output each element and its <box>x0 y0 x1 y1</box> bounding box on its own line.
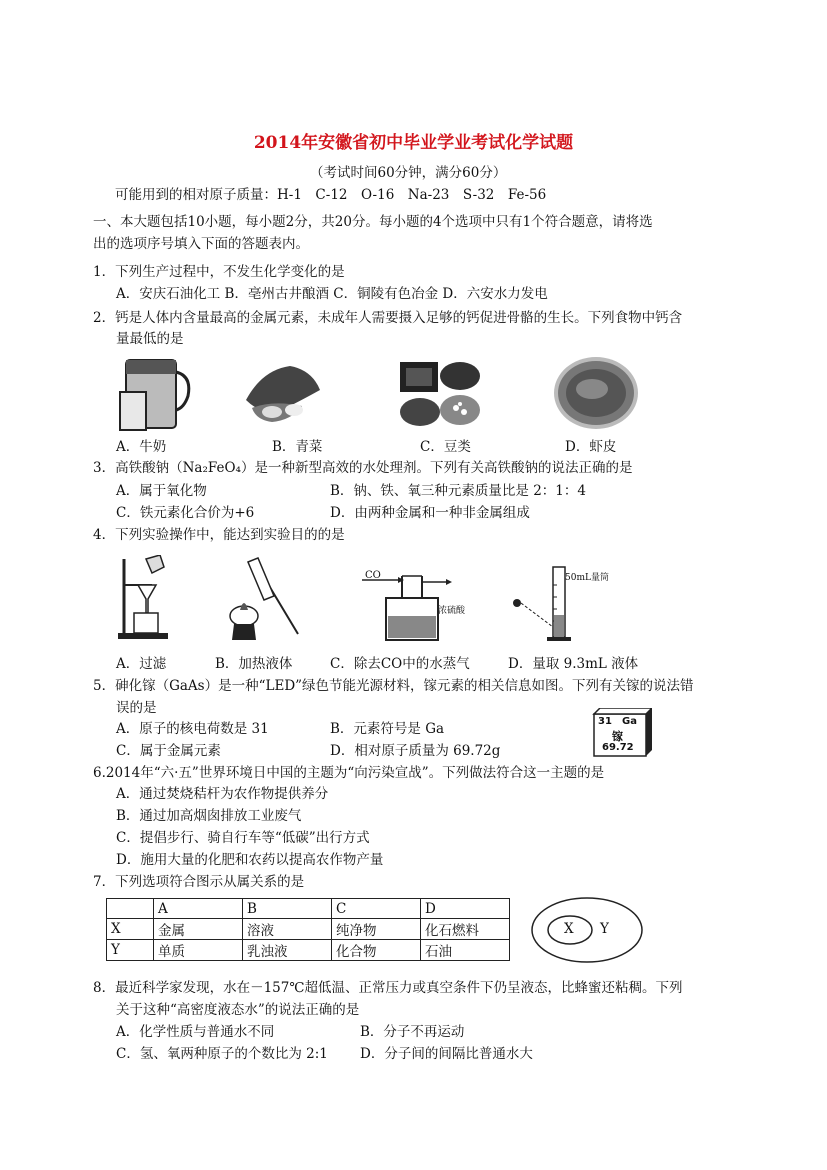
q3-stem: 3．高铁酸钠（Na₂FeO₄）是一种新型高效的水处理剂。下列有关高铁酸钠的说法正确的是 <box>93 460 633 476</box>
table-cell: A <box>154 899 243 919</box>
page-title: 2014年安徽省初中毕业学业考试化学试题 <box>253 133 574 153</box>
cylinder-label: 50mL量筒 <box>565 573 609 583</box>
q2-option-a: A．牛奶 <box>116 439 167 455</box>
q6-option-a: A．通过焚烧秸杆为农作物提供养分 <box>116 786 329 802</box>
venn-outer-label: Y <box>600 921 609 937</box>
q8-option-d: D．分子间的间隔比普通水大 <box>360 1046 533 1062</box>
table-cell: 溶液 <box>243 919 332 940</box>
q8-option-a: A．化学性质与普通水不同 <box>116 1024 275 1040</box>
table-cell: X <box>107 919 154 940</box>
table-row <box>107 919 510 940</box>
venn-inner-label: X <box>564 921 574 937</box>
table-cell: Y <box>107 940 154 961</box>
q7-stem: 7．下列选项符合图示从属关系的是 <box>93 874 305 890</box>
table-header-row <box>107 899 510 919</box>
shrimp-skin-image <box>552 355 640 431</box>
q3-option-d: D．由两种金属和一种非金属组成 <box>330 505 530 521</box>
table-cell: 纯净物 <box>332 919 421 940</box>
vegetables-image <box>242 360 324 426</box>
exam-info: （考试时间60分钟，满分60分） <box>310 165 507 181</box>
q6-stem: 6.2014年“六·五”世界环境日中国的主题为“向污染宣战”。下列做法符合这一主题的是 <box>93 765 605 781</box>
q2-option-b: B．青菜 <box>272 439 323 455</box>
q2-stem-2: 量最低的是 <box>116 331 184 347</box>
element-name: 镓 <box>612 730 623 743</box>
q5-option-b: B．元素符号是 Ga <box>330 721 445 737</box>
atomic-masses: 可能用到的相对原子质量：H-1 C-12 O-16 Na-23 S-32 Fe-56 <box>115 187 547 203</box>
q4-option-a: A．过滤 <box>116 656 167 672</box>
q1-stem: 1．下列生产过程中，不发生化学变化的是 <box>93 264 345 280</box>
q2-option-d: D．虾皮 <box>565 439 617 455</box>
q2-stem-1: 2．钙是人体内含量最高的金属元素，未成年人需要摄入足够的钙促进骨骼的生长。下列食物中钙含 <box>93 310 683 326</box>
q8-option-c: C．氢、氧两种原子的个数比为 2:1 <box>116 1046 328 1062</box>
q5-option-d: D．相对原子质量为 69.72g <box>330 743 501 759</box>
q5-stem-1: 5．砷化镓（GaAs）是一种“LED”绿色节能光源材料，镓元素的相关信息如图。下列有关镓的说法错 <box>93 678 694 694</box>
q4-option-d: D．量取 9.3mL 液体 <box>508 656 639 672</box>
q5-option-a: A．原子的核电荷数是 31 <box>116 721 269 737</box>
table-cell: C <box>332 899 421 919</box>
table-cell: 乳浊液 <box>243 940 332 961</box>
q2-option-c: C．豆类 <box>420 439 471 455</box>
q6-option-d: D．施用大量的化肥和农药以提高农作物产量 <box>116 852 384 868</box>
table-cell: 化合物 <box>332 940 421 961</box>
table-cell: 石油 <box>421 940 510 961</box>
q3-option-b: B．钠、铁、氧三种元素质量比是 2：1：4 <box>330 483 586 499</box>
table-cell: D <box>421 899 510 919</box>
q6-option-c: C．提倡步行、骑自行车等“低碳”出行方式 <box>116 830 370 846</box>
table-cell: 单质 <box>154 940 243 961</box>
q8-stem-2: 关于这种“高密度液态水”的说法正确的是 <box>116 1002 360 1018</box>
heating-liquid-diagram <box>218 556 304 642</box>
milk-image <box>118 352 194 432</box>
section1-line1: 一、本大题包括10小题，每小题2分，共20分。每小题的4个选项中只有1个符合题意，请将选 <box>93 214 653 230</box>
q5-stem-2: 误的是 <box>116 700 157 716</box>
q8-option-b: B．分子不再运动 <box>360 1024 465 1040</box>
venn-diagram <box>530 896 644 964</box>
q4-stem: 4．下列实验操作中，能达到实验目的的是 <box>93 527 345 543</box>
q4-option-c: C．除去CO中的水蒸气 <box>330 656 470 672</box>
table-cell: 化石燃料 <box>421 919 510 940</box>
q7-table <box>106 898 510 961</box>
acid-label: 浓硫酸 <box>438 606 466 616</box>
element-mass: 69.72 <box>602 742 634 753</box>
element-symbol: Ga <box>622 716 637 727</box>
beans-image <box>398 358 484 430</box>
table-cell: B <box>243 899 332 919</box>
q1-options: A．安庆石油化工 B．亳州古井酿酒 C．铜陵有色冶金 D．六安水力发电 <box>116 286 548 302</box>
q8-stem-1: 8．最近科学家发现，水在－157℃超低温、正常压力或真空条件下仍呈液态，比蜂蜜还粘稠。下列 <box>93 980 683 996</box>
q3-option-a: A．属于氧化物 <box>116 483 207 499</box>
table-row <box>107 940 510 961</box>
table-cell <box>107 899 154 919</box>
q5-option-c: C．属于金属元素 <box>116 743 221 759</box>
co-label: CO <box>365 570 381 581</box>
element-card <box>588 708 652 758</box>
q3-option-c: C．铁元素化合价为+6 <box>116 505 255 521</box>
q4-option-b: B．加热液体 <box>215 656 293 672</box>
filtration-diagram <box>112 555 174 641</box>
q6-option-b: B．通过加高烟囱排放工业废气 <box>116 808 302 824</box>
table-cell: 金属 <box>154 919 243 940</box>
element-number: 31 <box>598 716 612 727</box>
section1-line2: 出的选项序号填入下面的答题表内。 <box>93 236 309 252</box>
